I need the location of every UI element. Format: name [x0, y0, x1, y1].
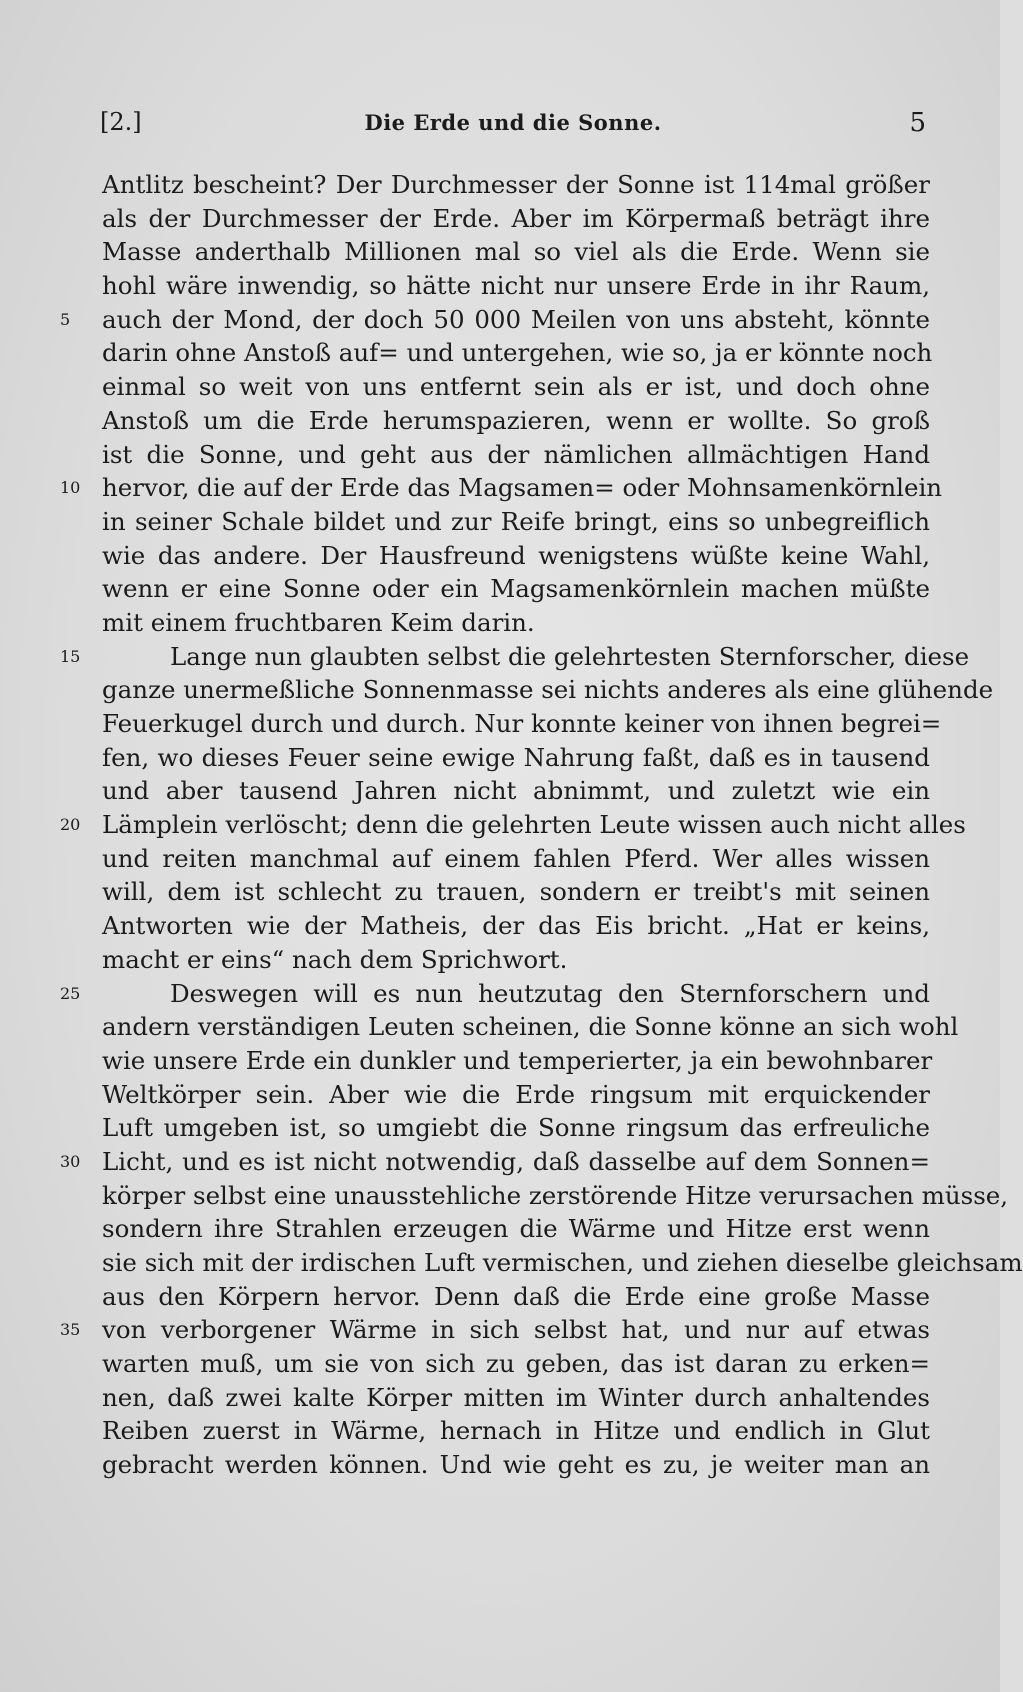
line-text: ganze unermeßliche Sonnenmasse sei nichts anderes als eine glühende [102, 675, 994, 705]
text-line [60, 404, 930, 438]
line-text: darin ohne Anstoß auf= und untergehen, wie so, ja er könnte noch [102, 338, 933, 368]
line-text: nen, daß zwei kalte Körper mitten im Winter durch anhaltendes [102, 1382, 930, 1412]
text-line [60, 1448, 930, 1482]
line-text: sie sich mit der irdischen Luft vermischen, und ziehen dieselbe gleichsam [102, 1248, 1023, 1277]
text-line [60, 202, 930, 236]
line-text: Antlitz bescheint? Der Durchmesser der Sonne ist 114mal größer [102, 170, 930, 199]
page-header [100, 108, 926, 148]
text-line [60, 1145, 930, 1179]
text-line [60, 303, 930, 337]
line-number: 10 [60, 478, 81, 498]
line-text: einmal so weit von uns entfernt sein als er ist, und doch ohne [102, 372, 930, 402]
line-text: ist die Sonne, und geht aus der nämlichen allmächtigen Hand [102, 439, 930, 469]
line-text: Masse anderthalb Millionen mal so viel als die Erde. Wenn sie [102, 237, 930, 267]
text-line [60, 269, 930, 303]
line-text: Deswegen will es nun heutzutag den Sternforschern und [170, 978, 930, 1008]
line-text: gebracht werden können. Und wie geht es zu, je weiter man an [102, 1450, 930, 1480]
running-title: Die Erde und die Sonne. [364, 110, 662, 135]
line-text: Luft umgeben ist, so umgiebt die Sonne ringsum das erfreuliche [102, 1113, 930, 1143]
text-line [60, 438, 930, 472]
line-text: mit einem fruchtbaren Keim darin. [102, 607, 535, 637]
line-text: Lange nun glaubten selbst die gelehrtesten Sternforscher, diese [170, 641, 970, 671]
line-text: und aber tausend Jahren nicht abnimmt, und zuletzt wie ein [102, 776, 930, 806]
line-text: wie das andere. Der Hausfreund wenigstens wüßte keine Wahl, [102, 540, 930, 570]
text-line [60, 1078, 930, 1112]
text-line [60, 1212, 930, 1246]
text-line [60, 235, 930, 269]
text-line [60, 336, 933, 370]
line-text: und reiten manchmal auf einem fahlen Pferd. Wer alles wissen [102, 843, 930, 873]
body-text [60, 168, 1023, 1482]
line-text: wenn er eine Sonne oder ein Magsamenkörnlein machen müßte [102, 574, 930, 604]
section-number: [2.] [100, 108, 142, 136]
text-line [60, 606, 930, 640]
page-number: 5 [909, 108, 926, 138]
line-number: 25 [60, 983, 81, 1003]
line-text: will, dem ist schlecht zu trauen, sondern er treibt's mit seinen [102, 877, 930, 907]
line-text: körper selbst eine unausstehliche zerstörende Hitze verursachen müsse, [102, 1180, 1009, 1210]
line-number: 35 [60, 1320, 81, 1340]
text-line [60, 741, 930, 775]
line-text: Antworten wie der Matheis, der das Eis bricht. „Hat er keins, [102, 911, 930, 941]
text-line [60, 471, 943, 505]
text-line [60, 572, 930, 606]
text-line [60, 1179, 1009, 1213]
text-line [60, 1246, 1023, 1280]
text-line [60, 909, 930, 943]
text-line [60, 977, 930, 1011]
text-line [60, 875, 930, 909]
text-line [60, 640, 970, 674]
line-text: in seiner Schale bildet und zur Reife bringt, eins so unbegreiflich [102, 506, 930, 536]
text-line [60, 1381, 930, 1415]
text-line [60, 1414, 930, 1448]
text-line [60, 1280, 930, 1314]
text-line [60, 808, 966, 842]
text-line [60, 1111, 930, 1145]
line-text: Reiben zuerst in Wärme, hernach in Hitze und endlich in Glut [102, 1416, 930, 1446]
text-line [60, 1010, 959, 1044]
line-text: macht er eins“ nach dem Sprichwort. [102, 944, 568, 974]
line-number: 15 [60, 646, 81, 666]
text-line [60, 943, 930, 977]
text-line [60, 168, 930, 202]
line-text: Weltkörper sein. Aber wie die Erde ringsum mit erquickender [102, 1079, 930, 1109]
text-line [60, 673, 994, 707]
text-line [60, 1044, 933, 1078]
line-text: hohl wäre inwendig, so hätte nicht nur unsere Erde in ihr Raum, [102, 271, 930, 301]
text-line [60, 707, 942, 741]
text-line [60, 774, 930, 808]
line-text: wie unsere Erde ein dunkler und temperierter, ja ein bewohnbarer [102, 1045, 933, 1075]
line-text: Anstoß um die Erde herumspazieren, wenn er wollte. So groß [102, 405, 930, 435]
line-text: fen, wo dieses Feuer seine ewige Nahrung faßt, daß es in tausend [102, 742, 930, 772]
line-text: andern verständigen Leuten scheinen, die Sonne könne an sich wohl [102, 1012, 959, 1042]
text-line [60, 842, 930, 876]
line-number: 5 [60, 309, 71, 329]
line-text: Licht, und es ist nicht notwendig, daß dasselbe auf dem Sonnen= [102, 1146, 930, 1176]
line-text: warten muß, um sie von sich zu geben, das ist daran zu erken= [102, 1349, 930, 1379]
line-text: aus den Körpern hervor. Denn daß die Erde eine große Masse [102, 1281, 930, 1311]
line-text: sondern ihre Strahlen erzeugen die Wärme und Hitze erst wenn [102, 1214, 930, 1244]
text-line [60, 370, 930, 404]
line-number: 30 [60, 1151, 81, 1171]
line-number: 20 [60, 815, 81, 835]
text-line [60, 505, 930, 539]
line-text: als der Durchmesser der Erde. Aber im Körpermaß beträgt ihre [102, 203, 930, 233]
line-text: hervor, die auf der Erde das Magsamen= oder Mohnsamenkörnlein [102, 473, 943, 503]
line-text: Feuerkugel durch und durch. Nur konnte keiner von ihnen begrei= [102, 709, 942, 738]
text-line [60, 539, 930, 573]
text-line [60, 1313, 930, 1347]
line-text: Lämplein verlöscht; denn die gelehrten Leute wissen auch nicht alles [102, 810, 966, 840]
line-text: von verborgener Wärme in sich selbst hat, und nur auf etwas [102, 1315, 930, 1345]
line-text: auch der Mond, der doch 50 000 Meilen von uns absteht, könnte [102, 304, 930, 334]
text-line [60, 1347, 930, 1381]
